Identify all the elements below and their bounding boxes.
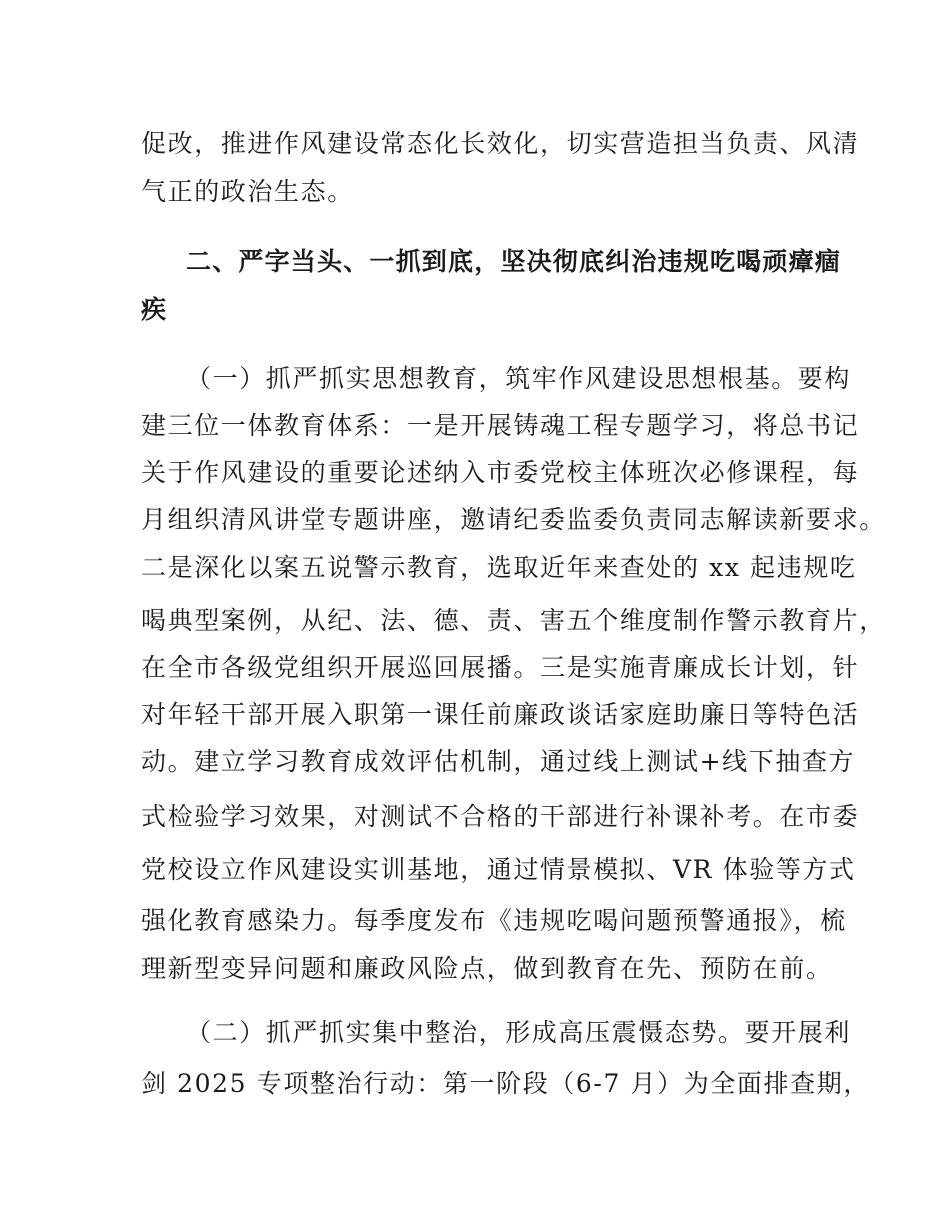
- body-text-line: 促改，推进作风建设常态化长效化，切实营造担当负责、风清: [141, 129, 860, 158]
- body-text-line: 理新型变异问题和廉政风险点，做到教育在先、预防在前。: [141, 954, 833, 983]
- body-text-line: 二是深化以案五说警示教育，选取近年来查处的 xx 起违规吃: [141, 553, 857, 582]
- section-heading: 二、严字当头、一抓到底，坚决彻底纠治违规吃喝顽瘴痼: [186, 247, 842, 276]
- body-text-line: 在全市各级党组织开展巡回展播。三是实施青廉成长计划，针: [141, 653, 860, 682]
- section-heading-continued: 疾: [141, 295, 168, 324]
- body-text-line: 关于作风建设的重要论述纳入市委党校主体班次必修课程，每: [141, 458, 860, 487]
- body-text-line: 剑 2025 专项整治行动：第一阶段（6-7 月）为全面排查期，: [141, 1069, 870, 1098]
- body-text-line: 建三位一体教育体系：一是开展铸魂工程专题学习，将总书记: [141, 411, 860, 440]
- body-text-line: 动。建立学习教育成效评估机制，通过线上测试+线下抽查方: [141, 747, 856, 776]
- body-text-line: 对年轻干部开展入职第一课任前廉政谈话家庭助廉日等特色活: [141, 700, 860, 729]
- body-text-line: 强化教育感染力。每季度发布《违规吃喝问题预警通报》，梳: [141, 906, 847, 935]
- body-text-line: 月组织清风讲堂专题讲座，邀请纪委监委负责同志解读新要求。: [141, 505, 886, 534]
- body-text-line: 式检验学习效果，对测试不合格的干部进行补课补考。在市委: [141, 802, 860, 831]
- paragraph-start-line: （一）抓严抓实思想教育，筑牢作风建设思想根基。要构: [186, 364, 852, 393]
- body-text-line: 喝典型案例，从纪、法、德、责、害五个维度制作警示教育片，: [141, 606, 886, 635]
- body-text-line: 气正的政治生态。: [141, 177, 354, 206]
- paragraph-start-line: （二）抓严抓实集中整治，形成高压震慑态势。要开展利: [186, 1018, 852, 1047]
- body-text-line: 党校设立作风建设实训基地，通过情景模拟、VR 体验等方式: [141, 855, 856, 884]
